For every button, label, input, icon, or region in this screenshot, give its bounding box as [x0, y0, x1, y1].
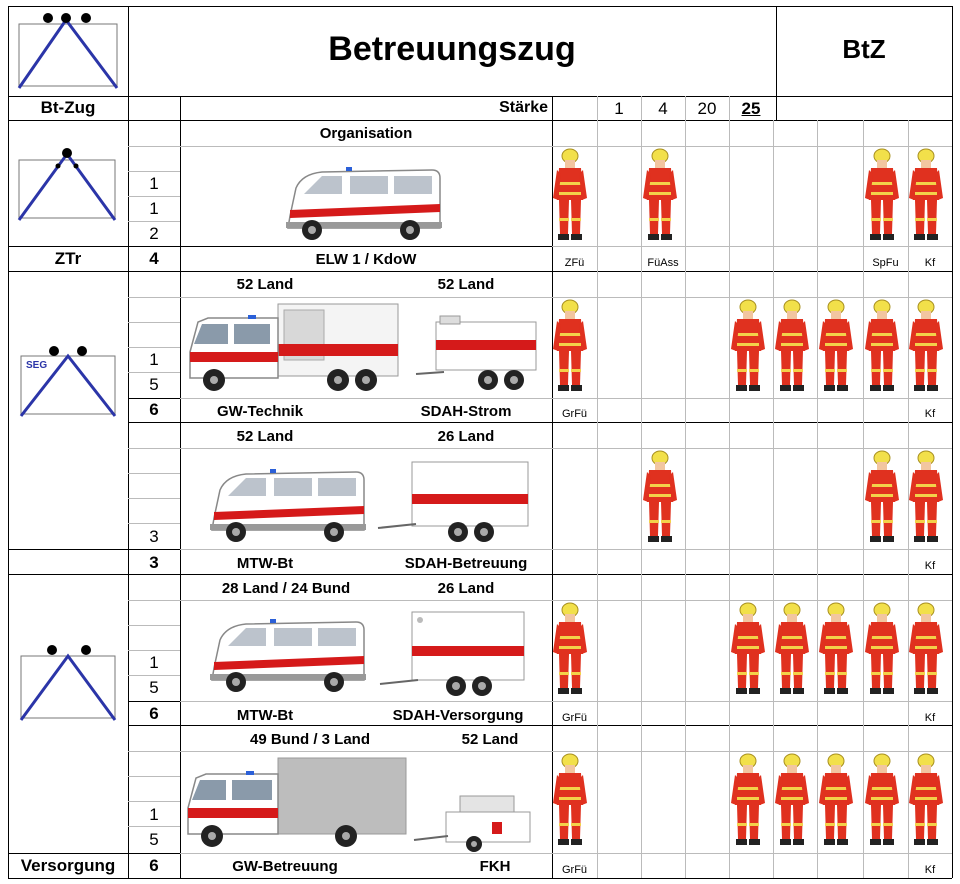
funding-label: 52 Land	[236, 276, 294, 293]
count-leaders: 1	[149, 350, 159, 369]
firefighter-icon	[865, 450, 899, 544]
vehicle-label: GW-Technik	[216, 403, 304, 420]
section-name: Versorgung	[20, 856, 116, 875]
firefighter-icon	[865, 602, 899, 696]
firefighter-icon	[553, 602, 587, 696]
firefighter-icon	[819, 602, 853, 696]
strength-value-total: 25	[741, 99, 761, 118]
seg-symbol-text: SEG	[26, 360, 48, 371]
firefighter-icon	[909, 299, 943, 393]
strength-label: Stärke	[499, 99, 548, 116]
group-symbol-icon	[18, 644, 118, 722]
page-title: Betreuungszug	[328, 30, 576, 68]
role-label: Kf	[924, 408, 936, 420]
firefighter-icon	[909, 148, 943, 242]
firefighter-icon	[553, 299, 587, 393]
role-label: SpFu	[872, 257, 899, 269]
funding-label: 28 Land / 24 Bund	[221, 580, 351, 597]
firefighter-icon	[731, 602, 765, 696]
firefighter-icon	[819, 753, 853, 847]
firefighter-icon	[865, 753, 899, 847]
firefighter-icon	[775, 753, 809, 847]
role-label: Kf	[924, 560, 936, 572]
van-mtw-bt-icon	[206, 618, 368, 696]
role-label: GrFü	[561, 408, 588, 420]
role-label: ZFü	[564, 257, 585, 269]
count-total: 6	[149, 704, 159, 723]
van-mtw-bt-icon	[206, 468, 368, 546]
vehicle-label: FKH	[479, 858, 511, 875]
funding-label: 52 Land	[437, 276, 495, 293]
role-label: GrFü	[561, 712, 588, 724]
role-label: Kf	[924, 864, 936, 876]
role-label: FüAss	[647, 257, 679, 269]
vehicle-label: MTW-Bt	[236, 707, 294, 724]
firefighter-icon	[731, 299, 765, 393]
section-caption: Organisation	[319, 125, 413, 142]
trailer-versorgung-icon	[378, 608, 528, 698]
firefighter-icon	[775, 602, 809, 696]
truck-gw-technik-icon	[188, 300, 403, 394]
funding-label: 52 Land	[236, 428, 294, 445]
count-leaders: 1	[149, 174, 159, 193]
van-elw-icon	[282, 166, 444, 244]
firefighter-icon	[731, 753, 765, 847]
trailer-betreuung-icon	[376, 460, 532, 544]
count-total: 6	[149, 400, 159, 419]
count-leaders: 1	[149, 653, 159, 672]
count-subleaders: 1	[149, 199, 159, 218]
count-crew: 5	[149, 678, 159, 697]
vehicle-label: ELW 1 / KdoW	[315, 251, 417, 268]
count-total: 3	[149, 553, 159, 572]
count-crew: 3	[149, 527, 159, 546]
vehicle-label: SDAH-Betreuung	[404, 555, 528, 572]
funding-label: 26 Land	[437, 580, 495, 597]
funding-label: 26 Land	[437, 428, 495, 445]
count-crew: 2	[149, 224, 159, 243]
count-leaders: 1	[149, 805, 159, 824]
seg-group-symbol-icon	[18, 344, 118, 420]
firefighter-icon	[643, 450, 677, 544]
vehicle-label: MTW-Bt	[236, 555, 294, 572]
role-label: Kf	[924, 712, 936, 724]
firefighter-icon	[909, 450, 943, 544]
role-label: Kf	[924, 257, 936, 269]
firefighter-icon	[909, 753, 943, 847]
firefighter-icon	[865, 148, 899, 242]
firefighter-icon	[819, 299, 853, 393]
unit-abbreviation: BtZ	[842, 34, 886, 64]
firefighter-icon	[553, 148, 587, 242]
strength-value-subleaders: 4	[658, 99, 668, 118]
funding-label: 52 Land	[461, 731, 519, 748]
vehicle-label: GW-Betreuung	[232, 858, 338, 875]
firefighter-icon	[865, 299, 899, 393]
count-total: 4	[149, 249, 159, 268]
unit-label: Bt-Zug	[40, 98, 96, 117]
role-label: GrFü	[561, 864, 588, 876]
platoon-symbol-icon	[14, 10, 122, 92]
platoon-troop-symbol-icon	[16, 146, 120, 224]
funding-label: 49 Bund / 3 Land	[249, 731, 370, 748]
count-crew: 5	[149, 830, 159, 849]
count-total: 6	[149, 856, 159, 875]
firefighter-icon	[553, 753, 587, 847]
firefighter-icon	[643, 148, 677, 242]
count-crew: 5	[149, 375, 159, 394]
strength-value-crew: 20	[697, 99, 717, 118]
section-name: ZTr	[54, 249, 82, 268]
firefighter-icon	[775, 299, 809, 393]
truck-gw-betreuung-icon	[186, 756, 410, 850]
strength-value-leaders: 1	[614, 99, 624, 118]
field-kitchen-trailer-icon	[412, 796, 534, 852]
trailer-strom-icon	[414, 316, 539, 396]
vehicle-label: SDAH-Versorgung	[392, 707, 524, 724]
vehicle-label: SDAH-Strom	[420, 403, 512, 420]
firefighter-icon	[909, 602, 943, 696]
